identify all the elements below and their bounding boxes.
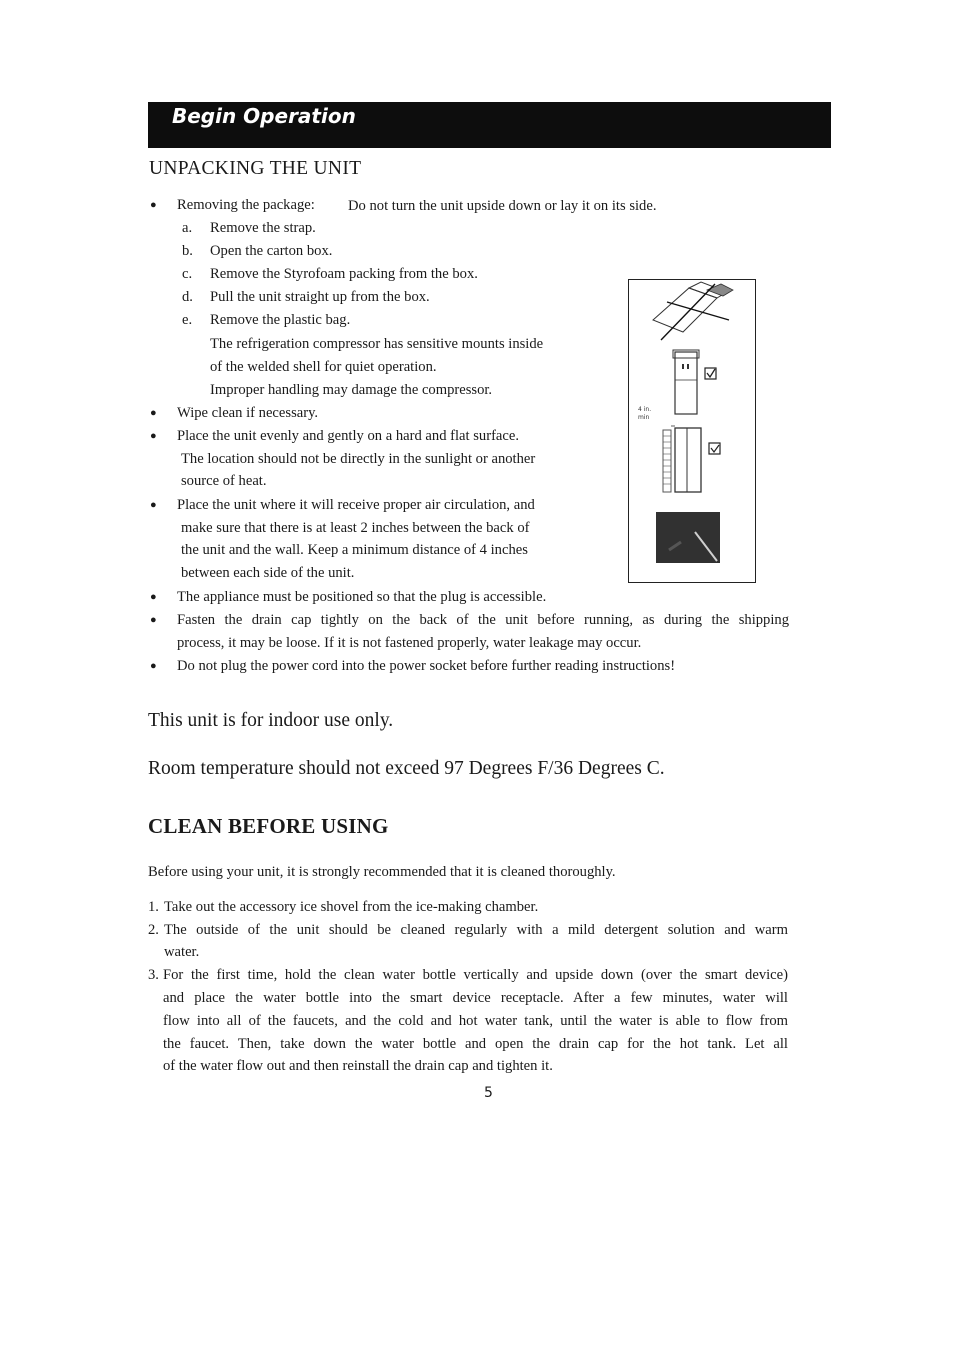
drain-cap-text: Fasten the drain cap tightly on the back of the unit before running, as during the shipping <box>177 612 789 628</box>
plug-accessible-text: The appliance must be positioned so that the plug is accessible. <box>177 589 547 605</box>
clean-intro-text: Before using your unit, it is strongly recommended that it is cleaned thoroughly. <box>148 864 616 880</box>
clean-item-number: 2. <box>148 922 159 938</box>
bullet-icon: ● <box>150 199 157 211</box>
bullet-icon: ● <box>150 591 157 603</box>
step-text: Remove the Styrofoam packing from the box. <box>210 266 478 282</box>
place-surface-line: The location should not be directly in the sunlight or another <box>181 451 536 467</box>
air-circulation-text: Place the unit where it will receive proper air circulation, and <box>177 497 535 513</box>
unpacking-heading: UNPACKING THE UNIT <box>149 158 362 179</box>
step-letter: c. <box>182 266 193 282</box>
check-box-icon <box>705 368 716 379</box>
bullet-icon: ● <box>150 614 157 626</box>
installation-figure <box>628 279 756 583</box>
no-plug-warning: Do not plug the power cord into the power socket before further reading instructions! <box>177 658 676 674</box>
clearance-label-unit: min <box>638 414 650 421</box>
clearance-label: 4 in. <box>638 406 652 413</box>
step-letter: a. <box>182 220 193 236</box>
compressor-note-line: of the welded shell for quiet operation. <box>210 359 437 375</box>
bullet-icon: ● <box>150 499 157 511</box>
compressor-note-line: Improper handling may damage the compressor. <box>210 382 493 398</box>
wipe-clean-text: Wipe clean if necessary. <box>177 405 319 421</box>
clean-item-text: For the first time, hold the clean water bottle vertically and upside down (over the smart device) <box>163 967 788 983</box>
installation-figure-drawing <box>629 280 754 581</box>
clean-item-text: The outside of the unit should be cleaned regularly with a mild detergent solution and warm <box>164 922 788 938</box>
section-header-bar <box>148 102 831 148</box>
bullet-icon: ● <box>150 407 157 419</box>
bullet-icon: ● <box>150 660 157 672</box>
place-surface-line: source of heat. <box>181 473 267 489</box>
clean-item-line: water. <box>164 944 200 960</box>
step-text: Pull the unit straight up from the box. <box>210 289 430 305</box>
air-circulation-line: the unit and the wall. Keep a minimum distance of 4 inches <box>181 542 528 558</box>
clean-item-line: and place the water bottle into the smart device receptacle. After a few minutes, water will <box>163 990 788 1006</box>
section-header-title: Begin Operation <box>172 104 356 128</box>
removing-note: Do not turn the unit upside down or lay it on its side. <box>348 198 657 214</box>
air-circulation-line: make sure that there is at least 2 inches between the back of <box>181 520 530 536</box>
clean-item-number: 1. <box>148 899 159 915</box>
clean-item-line: the faucet. Then, take down the water bottle and open the drain cap for the hot tank. Let all <box>163 1036 788 1052</box>
removing-label: Removing the package: <box>177 197 315 213</box>
clean-item-line: flow into all of the faucets, and the cold and hot water tank, until the water is able to flow from <box>163 1013 788 1029</box>
indoor-use-notice: This unit is for indoor use only. <box>148 710 394 731</box>
step-letter: d. <box>182 289 193 305</box>
step-letter: b. <box>182 243 193 259</box>
clean-item-line: of the water flow out and then reinstall the drain cap and tighten it. <box>163 1058 553 1074</box>
compressor-note-line: The refrigeration compressor has sensitive mounts inside <box>210 336 544 352</box>
step-letter: e. <box>182 312 193 328</box>
clean-item-text: Take out the accessory ice shovel from the ice-making chamber. <box>164 899 539 915</box>
room-temperature-notice: Room temperature should not exceed 97 Degrees F/36 Degrees C. <box>148 758 665 779</box>
step-text: Remove the plastic bag. <box>210 312 351 328</box>
no-tilt-icon <box>653 282 733 340</box>
bullet-icon: ● <box>150 430 157 442</box>
unit-photo <box>656 512 720 563</box>
wall-clearance-icon <box>663 426 701 492</box>
air-circulation-line: between each side of the unit. <box>181 565 355 581</box>
upright-unit-icon <box>673 350 699 414</box>
clean-before-using-heading: CLEAN BEFORE USING <box>148 814 389 838</box>
step-text: Remove the strap. <box>210 220 316 236</box>
clean-item-number: 3. <box>148 967 159 983</box>
drain-cap-line: process, it may be loose. If it is not fastened properly, water leakage may occur. <box>177 635 642 651</box>
page-number: 5 <box>484 1085 493 1101</box>
step-text: Open the carton box. <box>210 243 333 259</box>
place-surface-text: Place the unit evenly and gently on a hard and flat surface. <box>177 428 520 444</box>
check-box-icon <box>709 443 720 454</box>
